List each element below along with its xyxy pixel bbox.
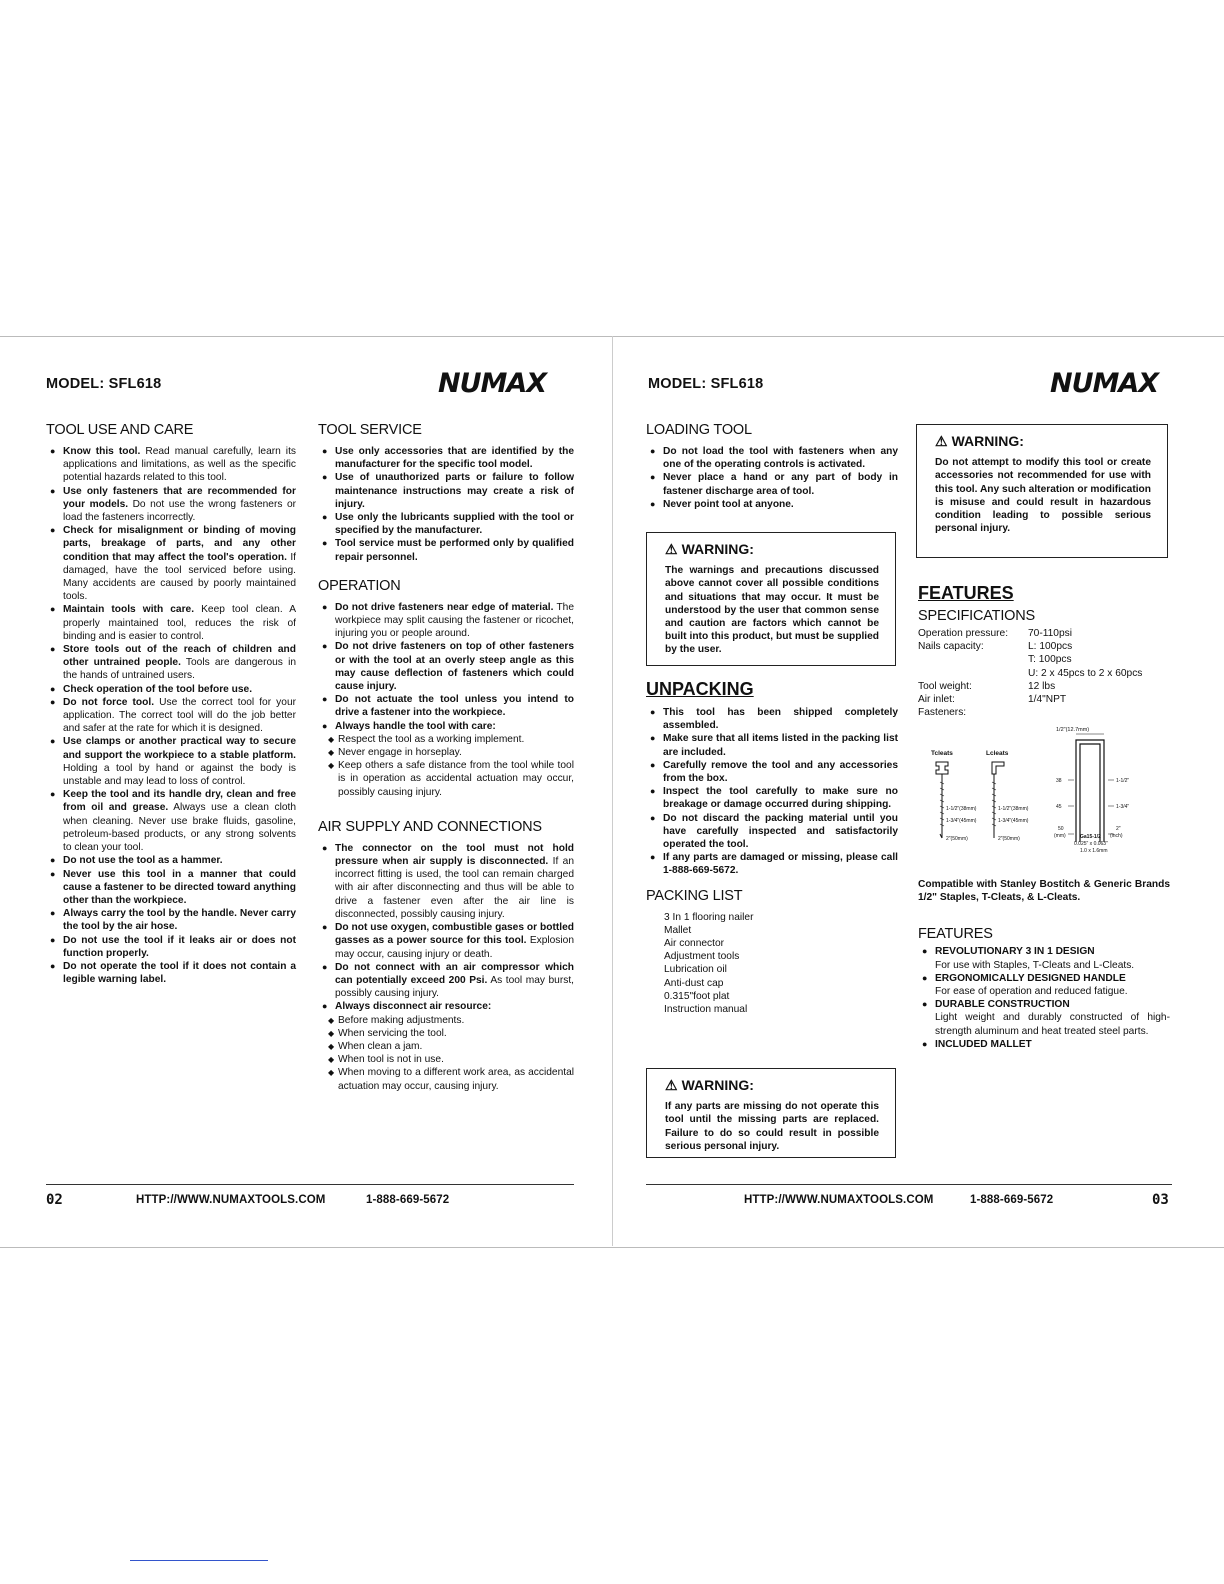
t-cleat-icon [936,762,948,838]
staple-inch-3: 2" [1116,826,1121,832]
packing-item: Instruction manual [664,1004,748,1016]
footer-url: HTTP://WWW.NUMAXTOOLS.COM [136,1194,326,1206]
tcleat-length-3: 2"(50mm) [946,836,968,842]
warning-icon: ⚠ [665,541,678,557]
operation-title: OPERATION [318,577,401,594]
lcleats-label: Lcleats [986,750,1009,757]
list-item: ● Never place a hand or any part of body in fastener discharge area of tool. [646,471,898,497]
list-item: ● Inspect the tool carefully to make sure no breakage or damage occurred during shipping. [646,785,898,811]
staple-inch-label: (inch) [1110,833,1123,839]
tool-service-section [318,422,574,1093]
tool-service-title: TOOL SERVICE [318,422,422,438]
staple-dim-mm: 1.0 x 1.6mm [1080,848,1108,854]
list-item: ● Always disconnect air resource: [318,1000,574,1013]
list-item: ● Use only accessories that are identified by the manufacturer for the specific tool model. [318,445,574,471]
fastener-diagram [918,722,1170,862]
list-item: ● Do not discard the packing material until you have carefully inspected and satisfactorily operated the tool. [646,812,898,852]
compatibility-note: Compatible with Stanley Bostitch & Generic Brands 1/2" Staples, T-Cleats, & L-Cleats. [918,879,1170,904]
tool-use-section [46,422,296,986]
tcleat-length-1: 1-1/2"(38mm) [946,806,977,812]
staple-dim-inch: 0.025" x 0.063" [1074,841,1108,847]
list-item: ● Do not use the tool if it leaks air or does not function properly. [46,934,296,960]
unpacking-title: UNPACKING [646,679,754,699]
list-item: ● Use clamps or another practical way to secure and support the workpiece to a stable platform. Holding a tool by hand or against the body is unstable and may lead to loss of control. [46,735,296,788]
warning-box-missing-parts: ⚠ WARNING: If any parts are missing do not operate this tool until the missing parts are replaced. Failure to do so could result in possible serious personal injury. [646,1068,896,1158]
spec-row: Nails capacity: L: 100pcs [918,641,1073,653]
features-list-section [918,878,1170,1051]
list-item: ● Do not drive fasteners near edge of material. The workpiece may split causing the fastener or ricochet, injuring you or people around. [318,601,574,641]
link-underline[interactable] [130,1560,268,1561]
packing-item: Lubrication oil [664,964,727,976]
packing-item: 0.315"foot plat [664,990,730,1002]
feature-item: ● INCLUDED MALLET [918,1038,1170,1051]
list-item: ● This tool has been shipped completely assembled. [646,706,898,732]
list-item: ● Do not use oxygen, combustible gases or bottled gasses as a power source for this tool. Explosion may occur, causing injury or death. [318,921,574,961]
list-item: ● Use of unauthorized parts or failure to follow maintenance instructions may create a risk of injury. [318,471,574,511]
list-item: ● Keep the tool and its handle dry, clean and free from oil and grease. Always use a clean cloth when cleaning. Never use brake fluids, gasoline, petroleum-based products, or any strong solvents to clean your tool. [46,788,296,854]
list-item: ● Do not operate the tool if it does not contain a legible warning label. [46,960,296,986]
list-item: ● Make sure that all items listed in the packing list are included. [646,732,898,758]
model-header: MODEL: SFL618 [648,376,764,392]
tool-use-title: TOOL USE AND CARE [46,422,194,438]
staple-mm-label: (mm) [1054,833,1066,839]
lcleat-length-1: 1-1/2"(38mm) [998,806,1029,812]
sub-item: ◆ When servicing the tool. [328,1027,574,1040]
list-item: ● Never point tool at anyone. [646,498,898,511]
page-number: 02 [46,1192,63,1208]
air-supply-title: AIR SUPPLY AND CONNECTIONS [318,818,542,835]
footer-phone: 1-888-669-5672 [366,1194,450,1206]
list-item: ● Always handle the tool with care: [318,720,574,733]
staple-gauge-label: Ga15-1/2 [1080,834,1101,840]
page-number: 03 [1152,1192,1169,1208]
sub-item: ◆ Never engage in horseplay. [328,746,574,759]
footer-phone: 1-888-669-5672 [970,1194,1054,1206]
tcleats-label: Tcleats [931,750,953,757]
sub-item: ◆ Respect the tool as a working implement. [328,733,574,746]
list-item: ● Do not drive fasteners on top of other fasteners or with the tool at an overly steep angle as this may cause deflection of fasteners which could cause injury. [318,640,574,693]
list-item: ● The connector on the tool must not hold pressure when air supply is disconnected. If an incorrect fitting is used, the tool can remain charged with air after disconnecting and thus will be able to drive a fastener even after the air line is disconnected, possibly causing injury. [318,842,574,921]
spec-row: U: 2 x 45pcs to 2 x 60pcs [1028,667,1143,679]
packing-item: Adjustment tools [664,951,740,963]
spec-row: Air inlet: 1/4"NPT [918,694,1067,706]
footer-url: HTTP://WWW.NUMAXTOOLS.COM [744,1194,934,1206]
loading-section [646,422,898,511]
list-item: ● Do not load the tool with fasteners when any one of the operating controls is activated. [646,445,898,471]
list-item: ● If any parts are damaged or missing, please call 1-888-669-5672. [646,851,898,877]
sub-item: ◆ When tool is not in use. [328,1053,574,1066]
list-item: ● Know this tool. Read manual carefully, learn its applications and limitations, as well as the specific potential hazards related to this tool. [46,445,296,485]
staple-45-label: 45 [1056,804,1062,810]
list-item: ● Use only the lubricants supplied with the tool or specified by the manufacturer. [318,511,574,537]
list-item: ● Use only fasteners that are recommended for your models. Do not use the wrong fasteners or load the fasteners incorrectly. [46,485,296,525]
spec-row: T: 100pcs [1028,654,1072,666]
page-left [0,336,612,1246]
list-item: ● Do not use the tool as a hammer. [46,854,296,867]
staple-width-label: 1/2"(12.7mm) [1056,727,1090,733]
sub-item: ◆ When clean a jam. [328,1040,574,1053]
list-item: ● Do not connect with an air compressor which can potentially exceed 200 Psi. As tool may burst, possibly causing injury. [318,961,574,1001]
warning-icon: ⚠ [665,1077,678,1093]
model-header: MODEL: SFL618 [46,376,162,392]
loading-title: LOADING TOOL [646,422,752,438]
packing-item: Anti-dust cap [664,977,724,989]
features-title: FEATURES [918,926,993,943]
numax-logo: NUMAX [1050,368,1159,399]
lcleat-length-2: 1-3/4"(45mm) [998,818,1029,824]
staple-38-label: 38 [1056,778,1062,784]
packing-item: 3 In 1 flooring nailer [664,911,754,923]
list-item: ● Never use this tool in a manner that could cause a fastener to be directed toward anything other than the workpiece. [46,868,296,908]
list-item: ● Store tools out of the reach of children and other untrained people. Tools are dangerous in the hands of untrained users. [46,643,296,683]
packing-item: Mallet [664,924,692,936]
warning-icon: ⚠ [935,433,948,449]
spec-row: Operation pressure: 70-110psi [918,628,1072,639]
feature-item: ● ERGONOMICALLY DESIGNED HANDLE For ease of operation and reduced fatigue. [918,972,1170,998]
packing-list [646,911,898,1017]
numax-logo: NUMAX [438,368,547,399]
sub-item: ◆ When moving to a different work area, as accidental actuation may occur, causing injury. [328,1066,574,1092]
spec-row: Fasteners: [918,707,967,719]
packing-list-title: PACKING LIST [646,887,743,904]
footer-rule [646,1184,1172,1185]
list-item: ● Carefully remove the tool and any accessories from the box. [646,759,898,785]
l-cleat-icon [992,762,1004,838]
unpacking-section [646,678,898,1016]
features-section [918,582,1170,719]
sub-item: ◆ Keep others a safe distance from the tool while tool is in operation as accidental actuation may occur, possibly causing injury. [328,759,574,799]
list-item: ● Tool service must be performed only by qualified repair personnel. [318,537,574,563]
features-heading: FEATURES [918,583,1014,603]
feature-item: ● DURABLE CONSTRUCTION Light weight and durably constructed of high-strength aluminum and heat treated steel parts. [918,998,1170,1038]
list-item: ● Check operation of the tool before use. [46,683,296,696]
packing-item: Air connector [664,938,725,950]
specifications-title: SPECIFICATIONS [918,608,1035,624]
u-staple-icon [1076,740,1104,842]
sub-item: ◆ Before making adjustments. [328,1014,574,1027]
staple-50-label: 50 [1058,826,1064,832]
staple-inch-2: 1-3/4" [1116,804,1130,810]
list-item: ● Do not actuate the tool unless you intend to drive a fastener into the workpiece. [318,693,574,719]
warning-box-modify: ⚠ WARNING: Do not attempt to modify this tool or create accessories not recommended for use with this tool. Any such alteration or modification is misuse and could result in hazardous condition leading to possible serious personal injury. [916,424,1168,558]
lcleat-length-3: 2"(50mm) [998,836,1020,842]
list-item: ● Check for misalignment or binding of moving parts, breakage of parts, and any other condition that may affect the tool's operation. If damaged, have the tool serviced before using. Many accidents are caused by poorly maintained tools. [46,524,296,603]
list-item: ● Maintain tools with care. Keep tool clean. A properly maintained tool, reduces the risk of binding and is easier to control. [46,603,296,643]
spec-table [918,627,1142,719]
page-right [612,336,1224,1246]
staple-dimension-lines [1068,734,1114,834]
list-item: ● Always carry the tool by the handle. Never carry the tool by the air hose. [46,907,296,933]
feature-item: ● REVOLUTIONARY 3 IN 1 DESIGN For use with Staples, T-Cleats and L-Cleats. [918,945,1170,971]
spec-row: Tool weight: 12 lbs [918,680,1056,692]
list-item: ● Do not force tool. Use the correct tool for your application. The correct tool will do the job better and safer at the rate for which it is designed. [46,696,296,736]
tcleat-length-2: 1-3/4"(45mm) [946,818,977,824]
footer-rule [46,1184,574,1185]
warning-box-precautions: ⚠ WARNING: The warnings and precautions discussed above cannot cover all possible conditions and situations that may occur. It must be understood by the user that common sense and caution are factors which cannot be built into this product, but must be supplied by the user. [646,532,896,666]
staple-inch-1: 1-1/2" [1116,778,1130,784]
